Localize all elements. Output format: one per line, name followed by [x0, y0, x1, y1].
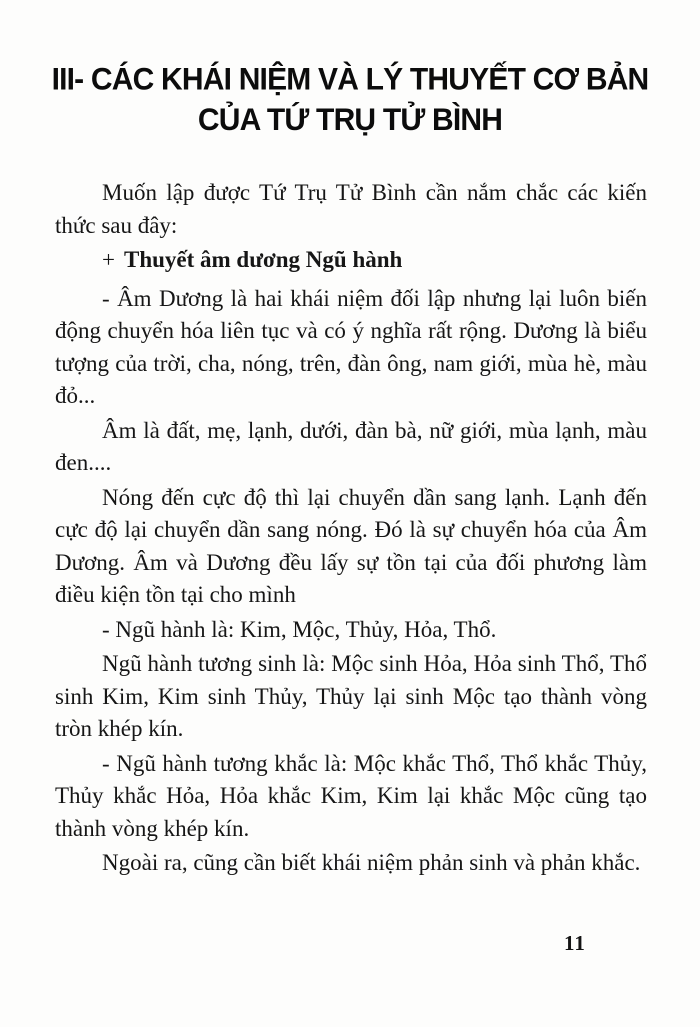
- page-number: 11: [564, 931, 586, 955]
- paragraph-intro: Muốn lập được Tứ Trụ Tử Bình cần nắm chắc các kiến thức sau đây:: [55, 180, 647, 238]
- section-title: [0, 60, 700, 141]
- paragraph-tuong-khac: - Ngũ hành tương khắc là: Mộc khắc Thổ, Thổ khắc Thủy, Thủy khắc Hỏa, Hỏa khắc Kim, Kim lại khắc Mộc cũng tạo thành vòng khép kín.: [55, 750, 647, 841]
- paragraph-am-duong: - Âm Dương là hai khái niệm đối lập nhưng lại luôn biến động chuyển hóa liên tục và có ý nghĩa rất rộng. Dương là biểu tượng của trời, cha, nóng, trên, đàn ông, nam giới, mùa hè, màu đỏ...: [55, 285, 647, 408]
- section-title-line2: CỦA TỨ TRỤ TỬ BÌNH: [197, 102, 503, 138]
- paragraph-tuong-sinh: Ngũ hành tương sinh là: Mộc sinh Hỏa, Hỏa sinh Thổ, Thổ sinh Kim, Kim sinh Thủy, Thủy lại sinh Mộc tạo thành vòng tròn khép kín.: [55, 651, 647, 741]
- paragraph-am-la-dat: Âm là đất, mẹ, lạnh, dưới, đàn bà, nữ giới, mùa lạnh, màu đen....: [55, 417, 647, 475]
- section-title-line1: III- CÁC KHÁI NIỆM VÀ LÝ THUYẾT CƠ BẢN: [51, 62, 649, 98]
- paragraph-nong-den-cuc-do: Nóng đến cực độ thì lại chuyển dần sang lạnh. Lạnh đến cực độ lại chuyển dần sang nóng. Đó là sự chuyển hóa của Âm Dương. Âm và Dương đều lấy sự tồn tại của đối phương làm điều kiện tồn tại cho mình: [55, 484, 647, 607]
- subsection-heading-text: Thuyết âm dương Ngũ hành: [123, 247, 403, 272]
- subsection-heading-prefix: +: [102, 247, 115, 272]
- body-text: [55, 177, 647, 882]
- paragraph-ngoai-ra: Ngoài ra, cũng cần biết khái niệm phản sinh và phản khắc.: [102, 850, 641, 875]
- subsection-heading: [55, 244, 647, 277]
- paragraph-ngu-hanh-la: - Ngũ hành là: Kim, Mộc, Thủy, Hỏa, Thổ.: [102, 616, 497, 642]
